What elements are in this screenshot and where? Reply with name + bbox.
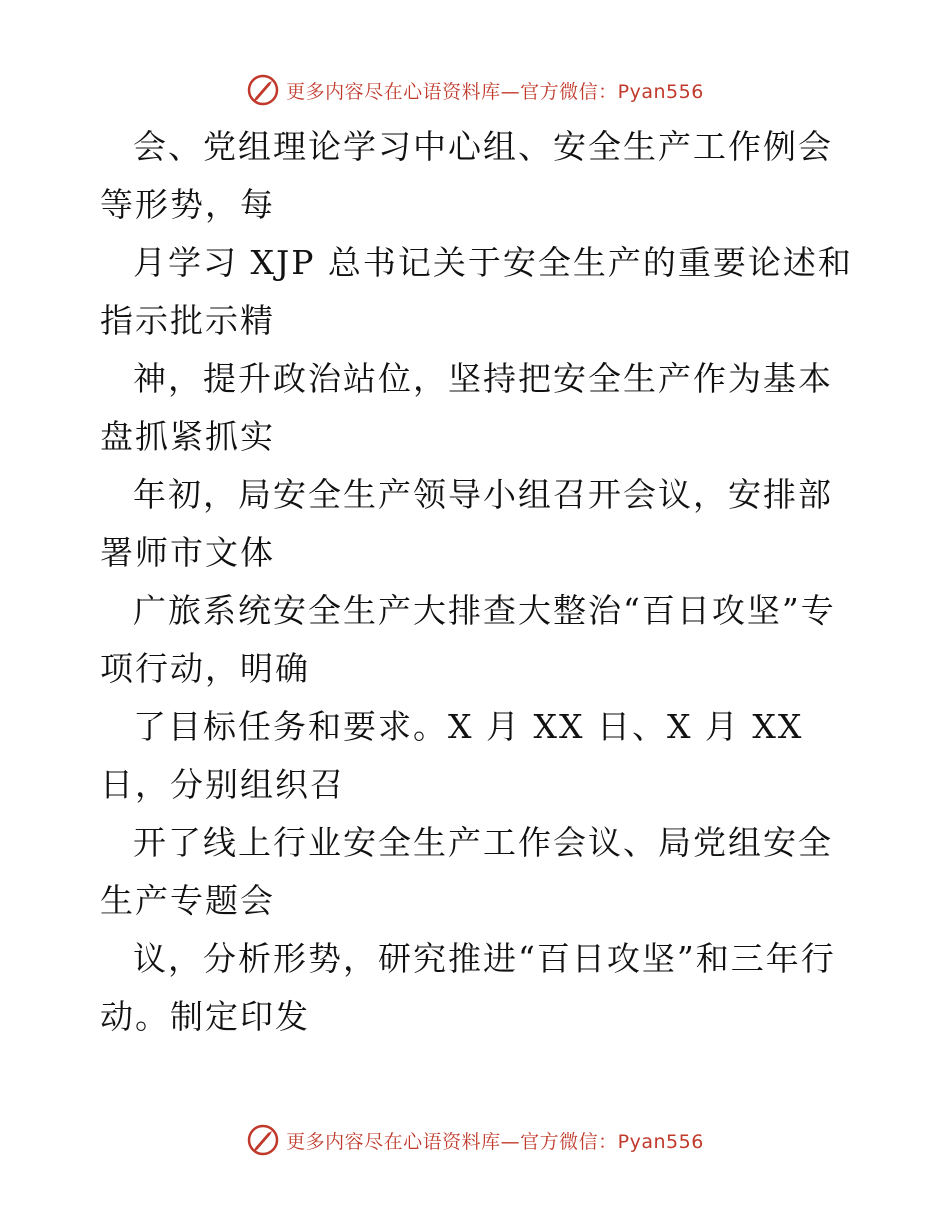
header-banner bbox=[0, 70, 950, 110]
paragraph-1: 会、党组理论学习中心组、安全生产工作例会等形势，每 bbox=[100, 127, 833, 224]
paragraph-3: 神，提升政治站位，坚持把安全生产作为基本盘抓紧抓实 bbox=[100, 359, 833, 456]
footer-banner bbox=[0, 1120, 950, 1160]
header-banner-text: 更多内容尽在心语资料库—官方微信：Pyan556 bbox=[286, 80, 704, 103]
footer-banner-text: 更多内容尽在心语资料库—官方微信：Pyan556 bbox=[286, 1130, 704, 1153]
paragraph-7: 开了线上行业安全生产工作会议、局党组安全生产专题会 bbox=[100, 823, 833, 920]
paragraph-4: 年初，局安全生产领导小组召开会议，安排部署师市文体 bbox=[100, 475, 833, 572]
quill-pen-logo-icon bbox=[246, 1123, 280, 1157]
paragraph-6: 了目标任务和要求。X 月 XX 日、X 月 XX 日，分别组织召 bbox=[100, 707, 804, 804]
quill-pen-logo-icon bbox=[246, 73, 280, 107]
paragraph-5: 广旅系统安全生产大排查大整治“百日攻坚”专项行动，明确 bbox=[100, 591, 836, 688]
paragraph-8: 议，分析形势，研究推进“百日攻坚”和三年行动。制定印发 bbox=[100, 939, 836, 1036]
document-body bbox=[100, 118, 860, 1046]
paragraph-2: 月学习 XJP 总书记关于安全生产的重要论述和指示批示精 bbox=[100, 243, 853, 340]
